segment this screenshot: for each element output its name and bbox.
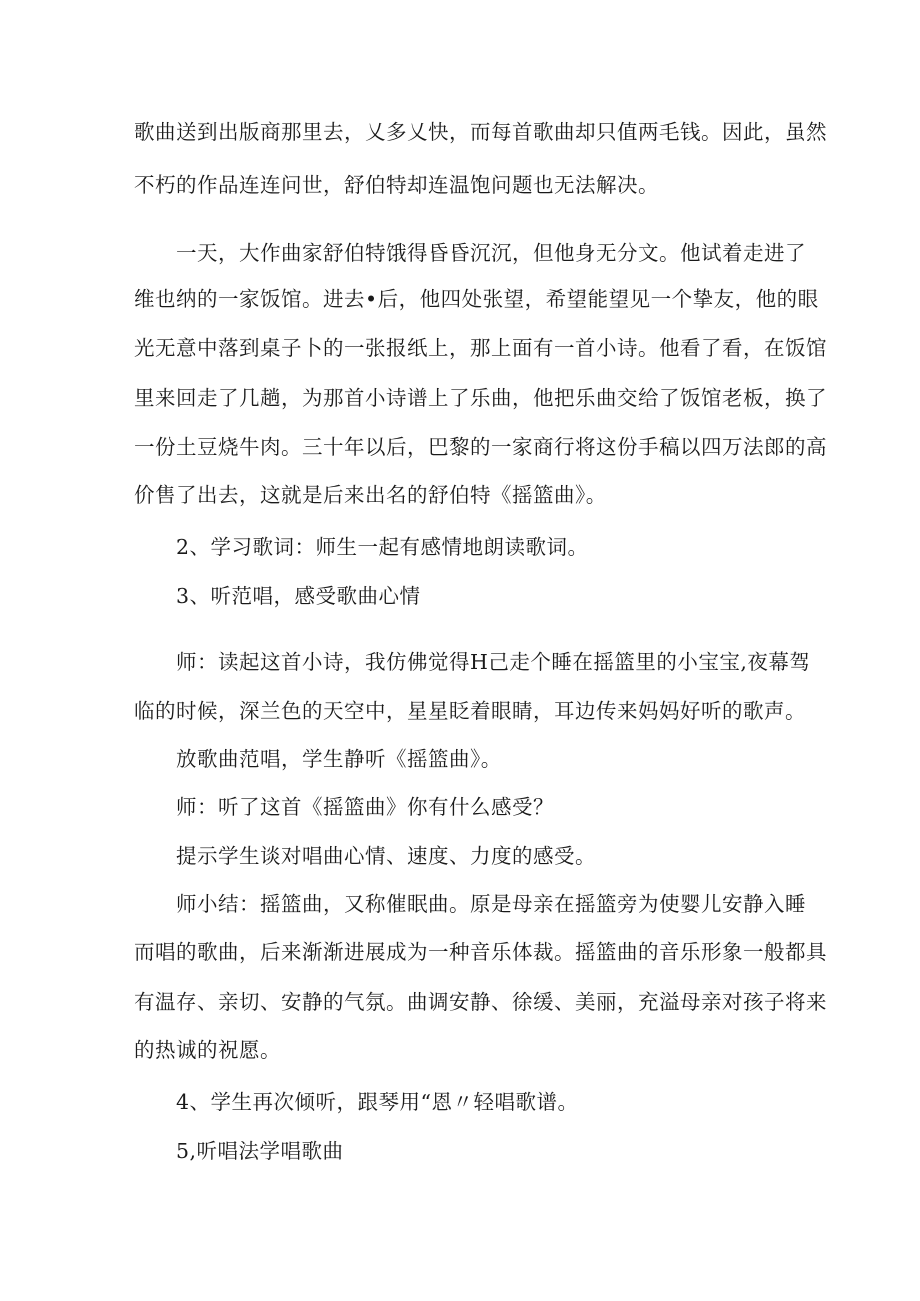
text-line: 价售了出去，这就是后来出名的舒伯特《摇篮曲》。	[134, 483, 607, 507]
text-line: 3、听范唱，感受歌曲心情	[176, 584, 421, 608]
text-line: 不朽的作品连连问世，舒伯特却连温饱问题也无法解决。	[134, 173, 659, 197]
text-line: 临的时候，深兰色的天空中，星星眨着眼睛，耳边传来妈妈好听的歌声。	[134, 699, 806, 723]
text-line: 师：读起这首小诗，我仿佛觉得H己走个睡在摇篮里的小宝宝,夜幕驾	[176, 650, 811, 674]
text-line: 提示学生谈对唱曲心情、速度、力度的感受。	[176, 844, 596, 868]
text-line: 一天，大作曲家舒伯特饿得昏昏沉沉，但他身无分文。他试着走进了	[176, 241, 806, 265]
text-line: 里来回走了几趟，为那首小诗谱上了乐曲，他把乐曲交给了饭馆老板，换了	[134, 386, 827, 410]
text-line: 的热诚的祝愿。	[134, 1038, 281, 1062]
text-line: 维也纳的一家饭馆。进去•后，他四处张望，希望能望见一个挚友，他的眼	[134, 287, 819, 311]
text-line: 而唱的歌曲，后来渐渐进展成为一种音乐体裁。摇篮曲的音乐形象一般都具	[134, 940, 827, 964]
text-line: 歌曲送到出版商那里去，乂多乂快，而每首歌曲却只值两毛钱。因此，虽然	[134, 120, 827, 144]
text-line: 放歌曲范唱，学生静听《摇篮曲》。	[176, 747, 502, 771]
text-line: 师：听了这首《摇篮曲》你有什么感受？	[176, 795, 554, 819]
text-line: 4、学生再次倾听，跟琴用“恩〃轻唱歌谱。	[176, 1090, 579, 1114]
text-line: 有温存、亲切、安静的气氛。曲调安静、徐缓、美丽，充溢母亲对孩子将来	[134, 990, 827, 1014]
text-line: 师小结：摇篮曲，又称催眠曲。原是母亲在摇篮旁为使婴儿安静入睡	[176, 892, 806, 916]
text-line: 5,听唱法学唱歌曲	[176, 1139, 344, 1163]
text-line: 光无意中落到桌子卜的一张报纸上，那上面有一首小诗。他看了看，在饭馆	[134, 336, 827, 360]
text-line: 一份土豆烧牛肉。三十年以后，巴黎的一家商行将这份手稿以四万法郎的高	[134, 435, 827, 459]
text-line: 2、学习歌词：师生一起有感情地朗读歌词。	[176, 535, 589, 559]
